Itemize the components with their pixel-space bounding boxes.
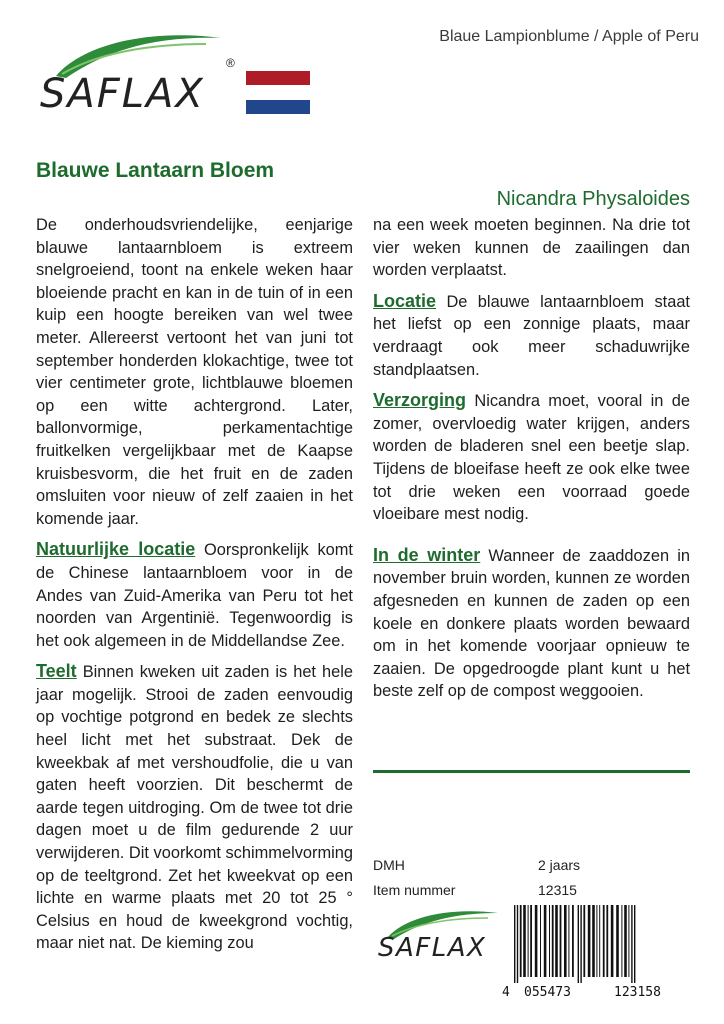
barcode-bar: [634, 905, 635, 983]
barcode-bar: [606, 905, 608, 977]
registered-mark: ®: [226, 56, 235, 70]
barcode-bar: [564, 905, 567, 977]
location-heading: Locatie: [373, 290, 437, 311]
natural-location-paragraph: [36, 538, 353, 652]
barcode-bar: [616, 905, 619, 977]
product-alt-names: Blaue Lampionblume / Apple of Peru: [439, 28, 699, 45]
dmh-label: DMH: [373, 857, 405, 873]
barcode-bar: [583, 905, 585, 977]
barcode-bar: [599, 905, 600, 977]
barcode-bars: [510, 905, 690, 983]
barcode-bar: [624, 905, 627, 977]
flag-red-stripe: [246, 71, 310, 85]
item-number-label: Item nummer: [373, 882, 456, 898]
item-number-value: 12315: [538, 882, 577, 898]
barcode-bar: [611, 905, 614, 977]
barcode-bar: [621, 905, 622, 977]
product-title: Blauwe Lantaarn Bloem: [36, 159, 275, 182]
left-column: [36, 214, 353, 955]
barcode-bar: [514, 905, 515, 983]
care-paragraph: [373, 389, 690, 526]
barcode-bar: [628, 905, 629, 977]
location-text: De blauwe lantaarnbloem staat het liefst op een zonnige plaats, maar verdraagt ook meer schaduwrijke standplaatsen.: [373, 292, 690, 379]
dmh-value: 2 jaars: [538, 857, 581, 873]
barcode-left-group: 055473: [524, 985, 571, 1000]
brand-wordmark-small: SAFLAX: [378, 933, 487, 963]
winter-paragraph: [373, 544, 690, 703]
barcode-bar: [592, 905, 595, 977]
barcode-right-group: 123158: [614, 985, 661, 1000]
brand-logo: [36, 28, 236, 123]
care-text: Nicandra moet, vooral in de zomer, overvloedig water krijgen, anders worden de bladeren snel een beetje slap. Tijdens de bloeifase heeft ze ook elke twee tot drie weken een voorraad goede vloeibare mest nodig.: [373, 392, 690, 524]
green-divider: [373, 770, 690, 773]
brand-logo-small: [376, 907, 506, 977]
barcode: [502, 905, 690, 1000]
dutch-flag-icon: [246, 71, 310, 114]
barcode-bar: [580, 905, 581, 983]
barcode-bar: [517, 905, 518, 983]
winter-heading: In de winter: [373, 544, 481, 565]
care-heading: Verzorging: [373, 390, 467, 411]
flag-blue-stripe: [246, 100, 310, 114]
right-column: [373, 214, 690, 703]
barcode-bar: [535, 905, 538, 977]
barcode-bar: [549, 905, 550, 977]
barcode-bar: [578, 905, 579, 983]
barcode-bar: [568, 905, 569, 977]
barcode-bar: [603, 905, 605, 977]
cultivation-continued: na een week moeten beginnen. Na drie tot vier weken kunnen de zaailingen dan worden verplaatst.: [373, 216, 690, 280]
barcode-bar: [555, 905, 558, 977]
location-paragraph: [373, 290, 690, 381]
barcode-bar: [544, 905, 547, 977]
barcode-bar: [552, 905, 554, 977]
barcode-bar: [530, 905, 532, 977]
winter-text: Wanneer de zaaddozen in november bruin worden, kunnen ze worden afgesneden en kunnen de zaden op een koele en donkere plaats worden bewaard om in het komende voorjaar opnieuw te zaaien. De opgedroogde plant kunt u het beste zelf op de compost weggooien.: [373, 546, 691, 701]
barcode-lead-digit: 4: [502, 985, 510, 1000]
barcode-bar: [523, 905, 526, 977]
cultivation-heading: Teelt: [36, 661, 77, 682]
cultivation-text: Binnen kweken uit zaden is het hele jaar mogelijk. Strooi de zaden eenvoudig op vochtige potgrond en bedek ze slechts heel licht met het substraat. Dek de kweekbak af met vershoudfolie, die u van gaten heeft voorzien. Dit beschermt de aarde tegen uitdroging. Om de twee tot drie dagen moet u de film gedurende 2 uur verwijderen. Dit voorkomt schimmelvorming op de teeltgrond. Zet het kweekvat op een lichte en warme plaats met 20 tot 25 ° Celsius en houd de kweekgrond vochtig, maar niet nat. De kieming zou: [36, 663, 353, 953]
barcode-bar: [588, 905, 591, 977]
barcode-bar: [631, 905, 632, 983]
barcode-bar: [572, 905, 574, 977]
barcode-bar: [540, 905, 541, 977]
barcode-bar: [520, 905, 522, 977]
brand-wordmark: SAFLAX: [40, 71, 205, 117]
natural-location-text: Oorspronkelijk komt de Chinese lantaarnbloem voor in de Andes van Zuid-Amerika van Peru tot het noorden van Argentinië. Tegenwoordig is het ook algemeen in de Middellandse Zee.: [36, 541, 353, 650]
natural-location-heading: Natuurlijke locatie: [36, 539, 196, 560]
cultivation-paragraph: [36, 660, 353, 955]
intro-paragraph: De onderhoudsvriendelijke, eenjarige blauwe lantaarnbloem is extreem snelgroeiend, toont na enkele weken haar bloeiende pracht en kan in de tuin of in een kuip een hoogte bereiken van wel twee meter. Allereerst vertoont het van juni tot september honderden klokachtige, twee tot vier centimeter grote, lichtblauwe bloemen op een witte achtergrond. Later, ballonvormige, perkamentachtige fruitkelken vergelijkbaar met de Kaapse kruisbesvorm, die het fruit en de zaden omsluiten voor nieuw of zelf zaaien in het komende jaar.: [36, 216, 353, 528]
latin-name: Nicandra Physaloides: [496, 188, 690, 210]
barcode-bar: [528, 905, 529, 977]
barcode-bar: [560, 905, 562, 977]
flag-white-stripe: [246, 85, 310, 99]
barcode-bar: [596, 905, 597, 977]
